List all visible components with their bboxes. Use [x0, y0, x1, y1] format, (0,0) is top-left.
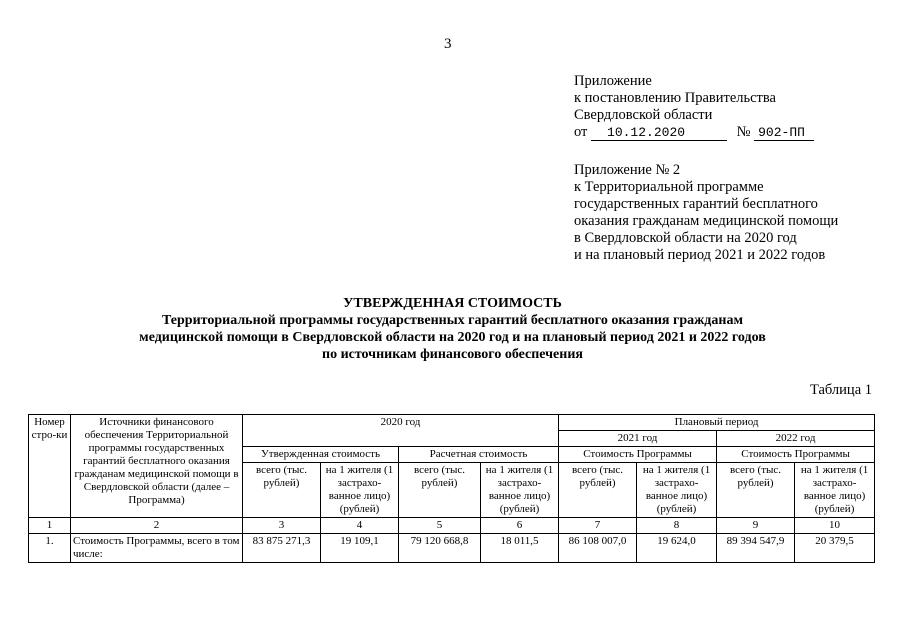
- column-number: 10: [795, 518, 875, 534]
- appendix-line: к постановлению Правительства: [574, 90, 776, 106]
- cell-value: 83 875 271,3: [243, 534, 321, 563]
- header-total: всего (тыс. рублей): [399, 463, 481, 518]
- column-number: 2: [71, 518, 243, 534]
- appendix-resolution: [574, 73, 814, 141]
- appendix-program: [574, 162, 838, 264]
- table-row: [29, 534, 875, 563]
- document-title: [40, 295, 865, 363]
- cell-value: 20 379,5: [795, 534, 875, 563]
- appendix-line: к Территориальной программе: [574, 179, 764, 195]
- header-sources: Источники финансового обеспечения Территориальной программы государственных гарантий бесплатного оказания гражданам медицинской помощи в Свердловской области (далее – Программа): [71, 415, 243, 518]
- header-per-resident: на 1 жителя (1 застрахо-ванное лицо) (рублей): [637, 463, 717, 518]
- cell-value: 19 624,0: [637, 534, 717, 563]
- header-total: всего (тыс. рублей): [717, 463, 795, 518]
- appendix-line: оказания гражданам медицинской помощи: [574, 213, 839, 229]
- header-row-number: Номер стро-ки: [29, 415, 71, 518]
- column-number: 3: [243, 518, 321, 534]
- header-program-cost-2021: Стоимость Программы: [559, 447, 717, 463]
- appendix-line: государственных гарантий бесплатного: [574, 196, 818, 212]
- header-planned-period: Плановый период: [559, 415, 875, 431]
- column-number: 1: [29, 518, 71, 534]
- table-label: Таблица 1: [809, 382, 872, 398]
- header-program-cost-2022: Стоимость Программы: [717, 447, 875, 463]
- column-number: 5: [399, 518, 481, 534]
- header-calculated-cost: Расчетная стоимость: [399, 447, 559, 463]
- header-year-2021: 2021 год: [559, 431, 717, 447]
- header-per-resident: на 1 жителя (1 застрахо-ванное лицо) (рублей): [481, 463, 559, 518]
- resolution-date: 10.12.2020: [607, 125, 686, 140]
- title-line: по источникам финансового обеспечения: [322, 347, 583, 362]
- appendix-line: в Свердловской области на 2020 год: [574, 230, 797, 246]
- header-total: всего (тыс. рублей): [559, 463, 637, 518]
- column-number-row: [29, 518, 875, 534]
- title-line: УТВЕРЖДЕННАЯ СТОИМОСТЬ: [343, 296, 562, 311]
- header-per-resident: на 1 жителя (1 застрахо-ванное лицо) (рублей): [321, 463, 399, 518]
- appendix-line: Приложение № 2: [574, 162, 681, 178]
- cell-value: 86 108 007,0: [559, 534, 637, 563]
- column-number: 6: [481, 518, 559, 534]
- header-year-2022: 2022 год: [717, 431, 875, 447]
- cell-value: 89 394 547,9: [717, 534, 795, 563]
- appendix-line: Свердловской области: [574, 107, 713, 123]
- cell-value: 19 109,1: [321, 534, 399, 563]
- from-label: от: [574, 124, 588, 140]
- row-number: 1.: [29, 534, 71, 563]
- header-total: всего (тыс. рублей): [243, 463, 321, 518]
- cell-value: 18 011,5: [481, 534, 559, 563]
- header-approved-cost: Утвержденная стоимость: [243, 447, 399, 463]
- appendix-line: и на плановый период 2021 и 2022 годов: [574, 247, 826, 263]
- number-label: №: [736, 124, 751, 140]
- column-number: 9: [717, 518, 795, 534]
- cell-value: 79 120 668,8: [399, 534, 481, 563]
- column-number: 8: [637, 518, 717, 534]
- title-line: Территориальной программы государственных гарантий бесплатного оказания гражданам: [162, 313, 743, 328]
- header-per-resident: на 1 жителя (1 застрахо-ванное лицо) (рублей): [795, 463, 875, 518]
- resolution-number: 902-ПП: [758, 125, 805, 140]
- date-field: [591, 125, 727, 141]
- page-number: 3: [444, 36, 452, 52]
- appendix-line: Приложение: [574, 73, 652, 89]
- column-number: 7: [559, 518, 637, 534]
- column-number: 4: [321, 518, 399, 534]
- header-year-2020: 2020 год: [243, 415, 559, 447]
- number-field: [754, 125, 814, 141]
- row-name: Стоимость Программы, всего в том числе:: [71, 534, 243, 563]
- title-line: медицинской помощи в Свердловской области на 2020 год и на плановый период 2021 и 2022 годов: [139, 330, 766, 345]
- resolution-date-row: [574, 124, 814, 141]
- cost-table: [28, 414, 875, 563]
